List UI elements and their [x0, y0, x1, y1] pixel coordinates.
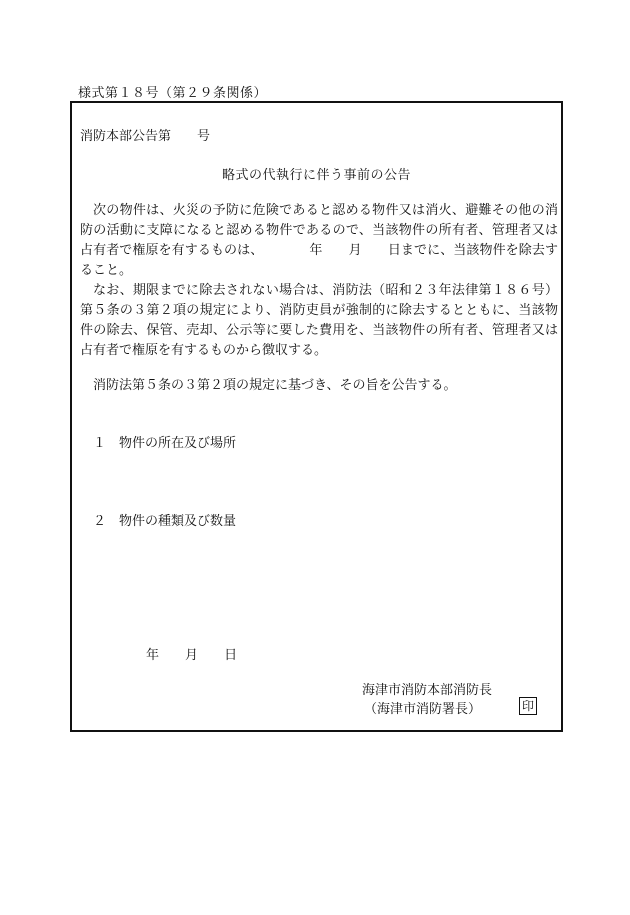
deadline-month-label: 月	[348, 243, 362, 258]
item-label: 物件の所在及び場所	[119, 436, 237, 451]
form-number: 様式第１８号（第２９条関係）	[78, 86, 268, 101]
item-label: 物件の種類及び数量	[119, 514, 237, 529]
date-line	[146, 644, 237, 663]
notice-number	[80, 125, 210, 144]
notice-number-prefix: 消防本部公告第	[80, 129, 172, 144]
date-day-label: 日	[224, 648, 238, 663]
item-location	[93, 432, 236, 451]
deadline-year-label: 年	[309, 243, 323, 258]
notice-title: 略式の代執行に伴う事前の公告	[221, 168, 411, 183]
item-number: １	[93, 436, 107, 451]
notice-statement: 消防法第５条の３第２項の規定に基づき、その旨を公告する。	[93, 378, 457, 393]
seal-mark: 印	[519, 697, 537, 715]
date-month-label: 月	[185, 648, 199, 663]
notice-frame	[70, 101, 563, 732]
paragraph-enforcement: なお、期限までに除去されない場合は、消防法（昭和２３年法律第１８６号）第５条の３第２項の規定により、消防吏員が強制的に除去するとともに、当該物件の除去、保管、売却、公示等に要した費用を、当該物件の所有者、管理者又は占有者で権原を有するものから徴収する。	[80, 283, 558, 358]
signer-block	[362, 681, 492, 719]
notice-number-suffix: 号	[197, 129, 211, 144]
date-year-label: 年	[146, 648, 160, 663]
paragraph-deadline	[80, 201, 558, 281]
item-number: ２	[93, 514, 107, 529]
item-type-quantity	[93, 510, 236, 529]
signer-alternate: （海津市消防署長）	[364, 702, 482, 717]
paragraph-deadline-text: 次の物件は、火災の予防に危険であると認める物件又は消火、避難その他の消防の活動に支障になると認める物件であるので、当該物件の所有者、管理者又は占有者で権原を有するものは、	[80, 203, 558, 258]
paragraph-deadline-text-end: 日までに、当該物件を除去すること。	[80, 243, 558, 278]
signer-title: 海津市消防本部消防長	[362, 683, 493, 698]
notice-body	[80, 201, 558, 361]
